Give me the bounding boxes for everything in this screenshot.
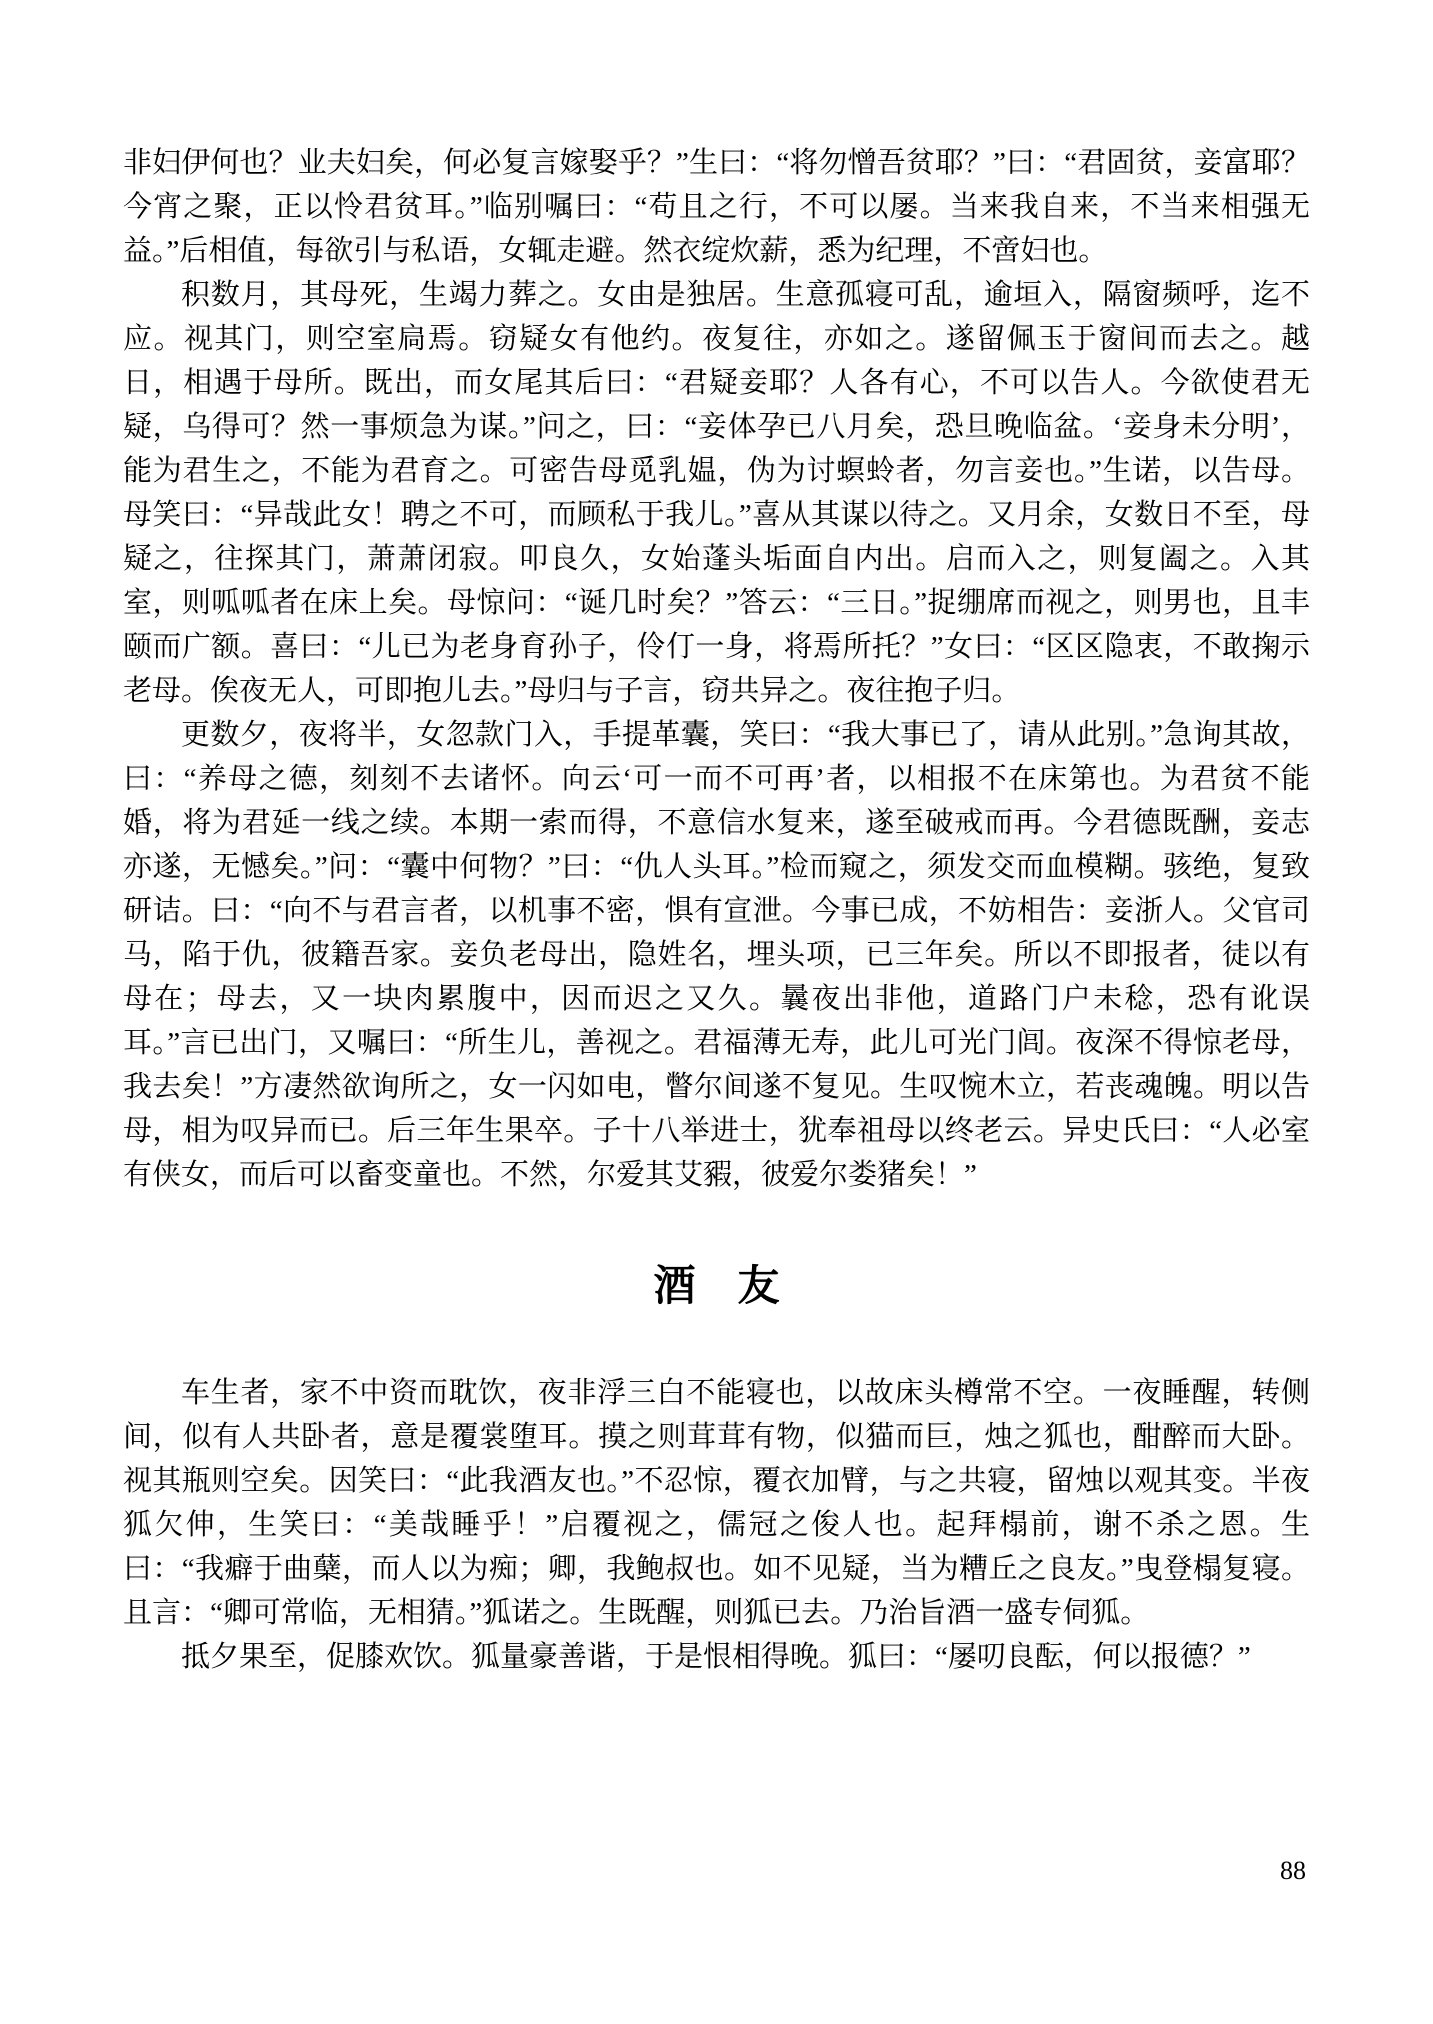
story-ending-text-block	[123, 141, 1310, 1197]
paragraph: 积数月，其母死，生竭力葬之。女由是独居。生意孤寝可乱，逾垣入，隔窗频呼，迄不应。视其门，则空室扃焉。窃疑女有他约。夜复往，亦如之。遂留佩玉于窗间而去之。越日，相遇于母所。既出，而女尾其后曰：“君疑妾耶？人各有心，不可以告人。今欲使君无疑，乌得可？然一事烦急为谋。”问之，曰：“妾体孕已八月矣，恐旦晚临盆。‘妾身未分明’，能为君生之，不能为君育之。可密告母觅乳媪，伪为讨螟蛉者，勿言妾也。”生诺，以告母。母笑曰：“异哉此女！聘之不可，而顾私于我儿。”喜从其谋以待之。又月余，女数日不至，母疑之，往探其门，萧萧闭寂。叩良久，女始蓬头垢面自内出。启而入之，则复阖之。入其室，则呱呱者在床上矣。母惊问：“诞几时矣？”答云：“三日。”捉绷席而视之，则男也，且丰颐而广额。喜曰：“儿已为老身育孙子，伶仃一身，将焉所托？”女曰：“区区隐衷，不敢掬示老母。俟夜无人，可即抱儿去。”母归与子言，窃共异之。夜往抱子归。	[123, 279, 1310, 707]
page-number: 88	[1280, 1856, 1306, 1885]
paragraph: 更数夕，夜将半，女忽款门入，手提革囊，笑曰：“我大事已了，请从此别。”急询其故，曰：“养母之德，刻刻不去诸怀。向云‘可一而不可再’者，以相报不在床第也。为君贫不能婚，将为君延一线之续。本期一索而得，不意信水复来，遂至破戒而再。今君德既酬，妾志亦遂，无憾矣。”问：“囊中何物？”曰：“仇人头耳。”检而窥之，须发交而血模糊。骇绝，复致研诘。曰：“向不与君言者，以机事不密，惧有宣泄。今事已成，不妨相告：妾浙人。父官司马，陷于仇，彼籍吾家。妾负老母出，隐姓名，埋头项，已三年矣。所以不即报者，徒以有母在；母去，又一块肉累腹中，因而迟之又久。曩夜出非他，道路门户未稔，恐有讹误耳。”言已出门，又嘱曰：“所生儿，善视之。君福薄无寿，此儿可光门闾。夜深不得惊老母，我去矣！”方凄然欲询所之，女一闪如电，瞥尔间遂不复见。生叹惋木立，若丧魂魄。明以告母，相为叹异而已。后三年生果卒。子十八举进士，犹奉祖母以终老云。异史氏曰：“人必室有侠女，而后可以畜变童也。不然，尔爱其艾豭，彼爱尔娄猪矣！”	[123, 719, 1310, 1191]
story-body-text-block	[123, 1371, 1310, 1679]
paragraph: 非妇伊何也？业夫妇矣，何必复言嫁娶乎？”生曰：“将勿憎吾贫耶？”曰：“君固贫，妾富耶？今宵之聚，正以怜君贫耳。”临别嘱曰：“苟且之行，不可以屡。当来我自来，不当来相强无益。”后相值，每欲引与私语，女辄走避。然衣绽炊薪，悉为纪理，不啻妇也。	[123, 147, 1310, 267]
story-title: 酒 友	[653, 1264, 780, 1310]
paragraph: 抵夕果至，促膝欢饮。狐量豪善谐，于是恨相得晚。狐曰：“屡叨良酝，何以报德？”	[181, 1641, 1251, 1673]
paragraph: 车生者，家不中资而耽饮，夜非浮三白不能寝也，以故床头樽常不空。一夜睡醒，转侧间，似有人共卧者，意是覆裳堕耳。摸之则茸茸有物，似猫而巨，烛之狐也，酣醉而大卧。视其瓶则空矣。因笑曰：“此我酒友也。”不忍惊，覆衣加臂，与之共寝，留烛以观其变。半夜狐欠伸，生笑曰：“美哉睡乎！”启覆视之，儒冠之俊人也。起拜榻前，谢不杀之恩。生曰：“我癖于曲蘖，而人以为痴；卿，我鲍叔也。如不见疑，当为糟丘之良友。”曳登榻复寝。且言：“卿可常临，无相猜。”狐诺之。生既醒，则狐已去。乃治旨酒一盛专伺狐。	[123, 1377, 1310, 1629]
